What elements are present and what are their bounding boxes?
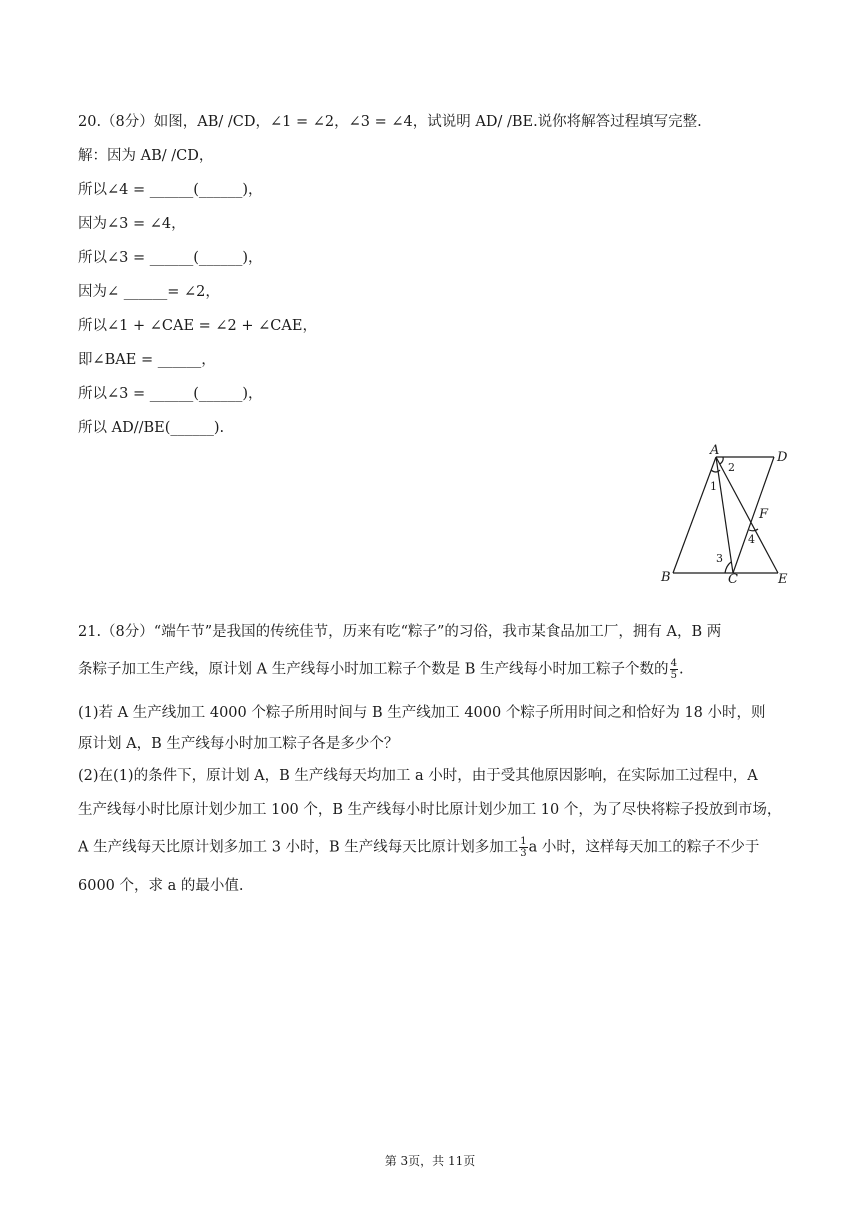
angle-label-1: 1 xyxy=(710,480,717,493)
q20-line-8: 所以∠3 = ______(______)， xyxy=(78,386,263,402)
angle-label-3: 3 xyxy=(716,552,723,565)
angle-label-4: 4 xyxy=(748,533,755,546)
q21-intro-line-1: 21.（8分）“端午节”是我国的传统佳节，历来有吃“粽子”的习俗，我市某食品加工厂，拥有 A，B 两 xyxy=(78,624,722,640)
angle-1-arc xyxy=(711,470,720,472)
q21-part1-line-1: (1)若 A 生产线加工 4000 个粽子所用时间与 B 生产线加工 4000 个粽子所用时间之和恰好为 18 小时，则 xyxy=(78,705,766,721)
page-footer: 第 3页，共 11页 xyxy=(384,1154,476,1168)
angle-label-2: 2 xyxy=(728,461,735,474)
q21-intro-line-2: 条粽子加工生产线，原计划 A 生产线每小时加工粽子个数是 B 生产线每小时加工粽子个数的 $\frac{4}{5}$ . xyxy=(78,658,684,681)
fraction-four-fifths: $\frac{4}{5}$ xyxy=(670,658,677,681)
q20-line-4: 所以∠3 = ______(______)， xyxy=(78,250,263,266)
point-label-D: D xyxy=(777,450,788,465)
segment-AB xyxy=(673,457,716,573)
angle-4-arc xyxy=(749,529,758,531)
point-label-B: B xyxy=(661,570,671,585)
point-label-E: E xyxy=(778,572,788,587)
geometry-figure xyxy=(650,440,800,590)
q21-part2-line-2: 生产线每小时比原计划少加工 100 个，B 生产线每小时比原计划少加工 10 个，为了尽快将粽子投放到市场， xyxy=(78,802,782,818)
q20-line-1: 解：因为 AB/ /CD， xyxy=(78,148,214,164)
q21-part1-line-2: 原计划 A，B 生产线每小时加工粽子各是多少个？ xyxy=(78,736,399,752)
q21-part2-line-1: (2)在(1)的条件下，原计划 A，B 生产线每天均加工 a 小时，由于受其他原因影响，在实际加工过程中，A xyxy=(78,768,758,784)
q20-line-2: 所以∠4 = ______(______)， xyxy=(78,182,263,198)
q20-line-7: 即∠BAE = ______， xyxy=(78,352,216,368)
q20-line-9: 所以 AD//BE(______). xyxy=(78,420,225,436)
q20-header: 20.（8分）如图，AB/ /CD，∠1 = ∠2，∠3 = ∠4，试说明 AD/ /BE.说你将解答过程填写完整. xyxy=(78,114,702,130)
q21-intro-text: 条粽子加工生产线，原计划 A 生产线每小时加工粽子个数是 B 生产线每小时加工粽子个数的 xyxy=(78,661,669,678)
point-label-C: C xyxy=(728,572,738,587)
fraction-one-third: $\frac{1}{3}$ xyxy=(520,836,527,859)
q20-line-3: 因为∠3 = ∠4， xyxy=(78,216,186,232)
q21-part2-line-3: A 生产线每天比原计划多加工 3 小时，B 生产线每天比原计划多加工 $\frac{1}{3}$ a 小时，这样每天加工的粽子不少于 xyxy=(78,836,760,859)
q20-line-5: 因为∠ ______= ∠2， xyxy=(78,284,220,300)
point-label-A: A xyxy=(710,443,720,458)
q21-part2-line-4: 6000 个，求 a 的最小值. xyxy=(78,878,244,894)
point-label-F: F xyxy=(759,507,769,522)
segment-AE xyxy=(716,457,778,573)
q20-line-6: 所以∠1 + ∠CAE = ∠2 + ∠CAE， xyxy=(78,318,317,334)
angle-2-arc xyxy=(720,457,723,464)
